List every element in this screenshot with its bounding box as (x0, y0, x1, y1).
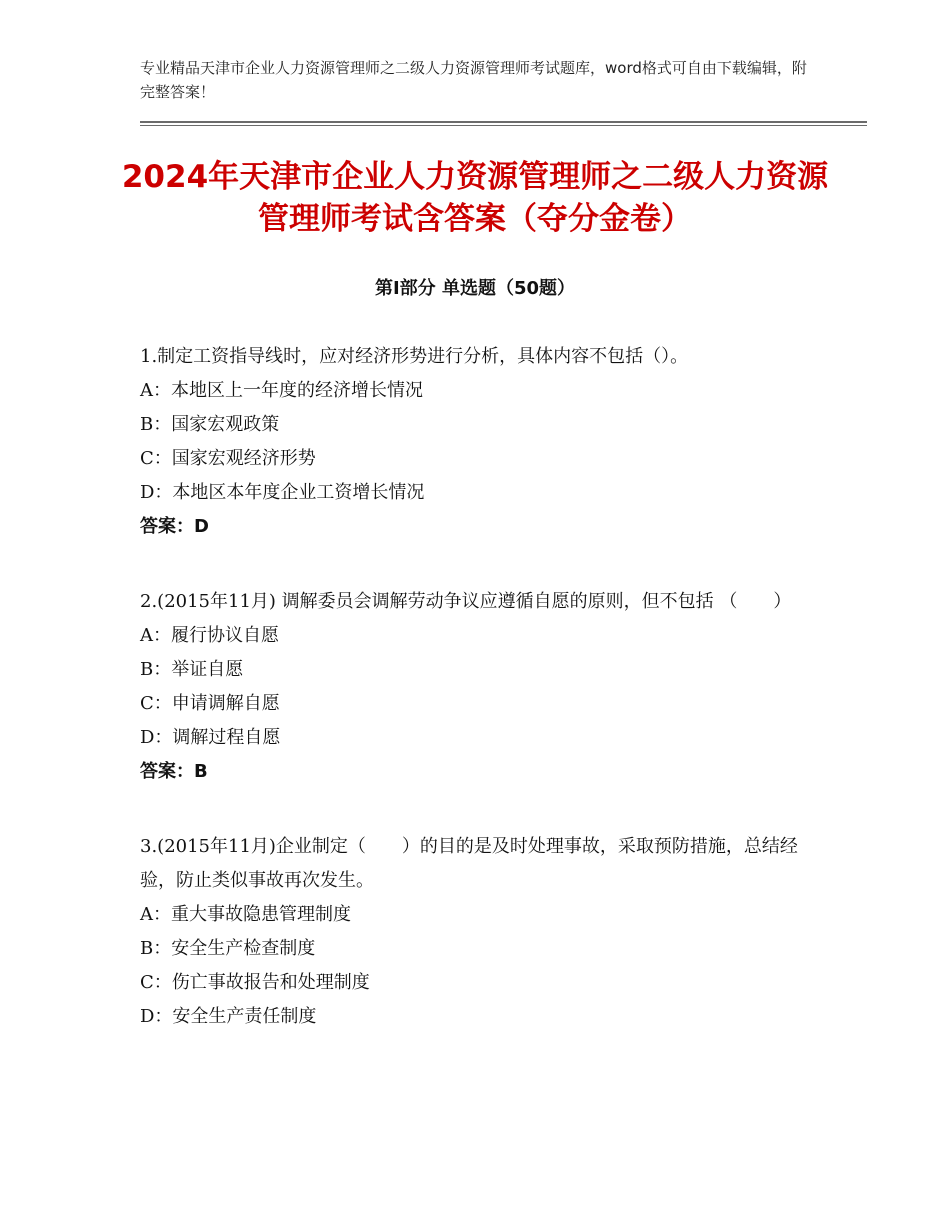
option-a: A：重大事故隐患管理制度 (140, 904, 351, 925)
question-2 (140, 585, 820, 789)
option-d: D：安全生产责任制度 (140, 1006, 317, 1027)
question-stem: 3.(2015年11月)企业制定（ ）的目的是及时处理事故，采取预防措施，总结经验，防止类似事故再次发生。 (140, 836, 798, 891)
option-c: C：国家宏观经济形势 (140, 448, 316, 469)
option-a: A：履行协议自愿 (140, 625, 279, 646)
option-c: C：伤亡事故报告和处理制度 (140, 972, 370, 993)
answer-label: 答案：D (140, 516, 209, 537)
header-note: 专业精品天津市企业人力资源管理师之二级人力资源管理师考试题库，word格式可自由下载编辑，附完整答案！ (140, 59, 807, 101)
question-stem: 1.制定工资指导线时，应对经济形势进行分析，具体内容不包括（）。 (140, 346, 689, 367)
option-d: D：本地区本年度企业工资增长情况 (140, 482, 425, 503)
answer-label: 答案：B (140, 761, 208, 782)
option-list (140, 374, 820, 510)
header-divider (140, 121, 867, 126)
option-b: B：国家宏观政策 (140, 414, 280, 435)
option-list (140, 898, 820, 1034)
question-3 (140, 830, 820, 1034)
document-title: 2024年天津市企业人力资源管理师之二级人力资源管理师考试含答案（夺分金卷） (121, 159, 829, 237)
question-1 (140, 340, 820, 544)
option-b: B：举证自愿 (140, 659, 244, 680)
option-a: A：本地区上一年度的经济增长情况 (140, 380, 423, 401)
option-b: B：安全生产检查制度 (140, 938, 316, 959)
question-stem: 2.(2015年11月) 调解委员会调解劳动争议应遵循自愿的原则，但不包括 （ ） (140, 591, 792, 612)
option-list (140, 619, 820, 755)
question-list (140, 340, 820, 1075)
option-d: D：调解过程自愿 (140, 727, 281, 748)
option-c: C：申请调解自愿 (140, 693, 280, 714)
section-heading: 第Ⅰ部分 单选题（50题） (374, 278, 575, 299)
